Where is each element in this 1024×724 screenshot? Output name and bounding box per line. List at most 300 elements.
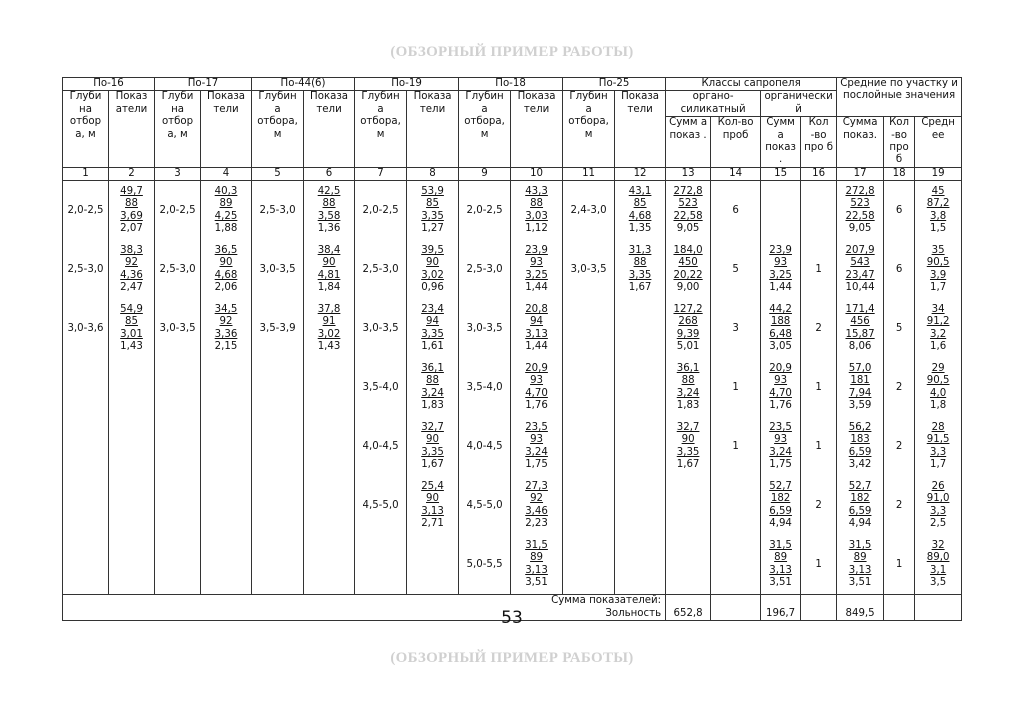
indicator-value: 4,81 [317,269,341,281]
indicator-value: 49,7 [120,185,143,197]
indicator-value: 32 [931,539,945,551]
indicator-value: 88 [322,198,336,210]
indicator-cell [761,181,801,241]
indicator-value: 2,07 [120,223,143,235]
indicator-cell [837,417,884,476]
depth-cell: 3,5-4,0 [459,358,511,417]
indicator-value: 3,24 [525,446,548,458]
page-number: 53 [501,608,523,628]
indicator-value: 88 [681,375,695,387]
indicator-value: 53,9 [421,185,444,197]
indicator-value: 3,35 [628,269,652,281]
indicator-value: 3,9 [929,269,947,281]
table-row [63,417,962,476]
indicator-value: 20,9 [525,362,548,374]
indicator-cell [915,476,962,535]
indicator-value: 3,3 [929,446,947,458]
indicator-value: 43,1 [628,185,652,197]
indicator-value: 450 [678,257,698,269]
indicator-value: 89 [530,552,544,564]
indicator-value: 9,39 [676,328,700,340]
indicator-value: 37,8 [317,303,341,315]
count-cell: 5 [711,240,761,299]
indicator-value: 272,8 [845,185,875,197]
indicator-value: 1,8 [929,400,947,412]
indicator-value: 1,35 [628,223,652,235]
header-row-sub [63,91,962,117]
indicator-value: 85 [426,198,440,210]
column-number: 2 [109,167,155,180]
indicator-value: 88 [125,198,138,210]
indicator-value: 3,51 [769,577,792,589]
depth-cell: 3,5-3,9 [252,299,304,358]
indicator-value: 1,5 [929,223,947,235]
indicator-value: 39,5 [421,244,444,256]
indicator-cell [615,535,666,595]
column-number: 7 [355,167,407,180]
indicator-value: 182 [850,493,870,505]
depth-cell: 3,0-3,5 [563,240,615,299]
indicator-value: 2,47 [120,282,143,294]
depth-cell: 3,5-4,0 [355,358,407,417]
depth-cell: 2,5-3,0 [63,240,109,299]
depth-cell [563,417,615,476]
count-header: Кол-во проб [711,117,761,168]
indicator-value: 91,5 [926,434,950,446]
indicator-value: 89 [219,198,233,210]
indicator-cell [837,358,884,417]
indicator-value: 183 [850,434,870,446]
indicator-cell [304,535,355,595]
indicator-value: 34,5 [214,303,238,315]
indicator-value: 1,67 [421,459,444,471]
indicator-value: 32,7 [676,421,700,433]
indicator-value: 22,58 [673,210,703,222]
indicator-value: 3,35 [421,446,444,458]
indicator-value: 6,59 [848,446,872,458]
indicator-value: 4,36 [120,269,143,281]
depth-cell [155,476,201,535]
indicator-value: 43,3 [525,185,548,197]
indicator-value: 3,13 [525,328,548,340]
indicator-value: 28 [931,421,945,433]
indicator-cell [666,240,711,299]
indicator-value: 35 [931,244,945,256]
count-cell: 2 [884,417,915,476]
indicator-cell [511,299,563,358]
indicator-cell [407,417,459,476]
depth-header: Глубин а отбора, м [563,91,615,167]
column-number: 1 [63,167,109,180]
indicator-value: 1,75 [769,459,792,471]
indicator-value: 3,5 [929,577,947,589]
indicator-value: 3,24 [676,387,700,399]
indicator-value: 22,58 [845,210,875,222]
indicator-cell [407,240,459,299]
depth-cell: 5,0-5,5 [459,535,511,595]
count-cell: 1 [801,358,837,417]
indicator-cell [109,240,155,299]
indicator-cell [511,181,563,241]
indicator-cell [407,181,459,241]
indicator-cell [615,181,666,241]
indicator-value: 31,3 [628,244,652,256]
indicator-cell [304,417,355,476]
column-number: 19 [915,167,962,180]
table-row [63,240,962,299]
count-cell: 3 [711,299,761,358]
table-row [63,535,962,595]
group-header: По-19 [355,78,459,91]
indicator-cell [615,417,666,476]
depth-cell [63,417,109,476]
indicator-cell [201,299,252,358]
indicator-cell [407,535,459,595]
indicator-value: 268 [678,316,698,328]
indicator-cell [201,358,252,417]
sum-header: Сумм а показ . [761,117,801,168]
indicator-value: 184,0 [673,244,703,256]
indicator-value: 3,13 [421,505,444,517]
indicator-value: 90 [426,493,440,505]
indicator-value: 91,2 [926,316,950,328]
depth-header: Глубин а отбора, м [459,91,511,167]
indicator-value: 3,8 [929,210,947,222]
indicators-header: Показа тели [407,91,459,167]
depth-cell [63,476,109,535]
indicator-value: 93 [530,434,544,446]
indicator-value: 3,03 [525,210,548,222]
classes-header: Классы сапропеля [666,78,837,91]
indicator-value: 1,83 [676,400,700,412]
depth-cell: 2,0-2,5 [63,181,109,241]
indicator-cell [109,476,155,535]
indicator-value: 3,51 [525,577,548,589]
count-cell: 1 [801,535,837,595]
indicator-value: 2,23 [525,518,548,530]
depth-cell: 3,0-3,5 [252,240,304,299]
indicator-value: 3,42 [848,459,872,471]
summary-sum-avg: 849,5 [837,595,884,621]
indicator-value: 2,71 [421,518,444,530]
group-header: По-44(6) [252,78,355,91]
table-body [63,181,962,595]
indicator-value: 1,76 [769,400,792,412]
indicator-cell [666,476,711,535]
group-header: По-17 [155,78,252,91]
indicator-cell [201,240,252,299]
depth-cell [252,476,304,535]
column-number: 11 [563,167,615,180]
count-cell [711,476,761,535]
indicator-cell [915,299,962,358]
indicator-value: 10,44 [845,282,875,294]
column-number: 13 [666,167,711,180]
indicator-value: 23,5 [769,421,792,433]
indicator-value: 31,5 [525,539,548,551]
column-number: 6 [304,167,355,180]
indicator-cell [761,535,801,595]
indicator-value: 90 [426,257,440,269]
indicator-value: 1,36 [317,223,341,235]
column-number: 10 [511,167,563,180]
indicator-value: 7,94 [848,387,872,399]
indicator-value: 2,15 [214,341,238,353]
indicator-value: 3,46 [525,505,548,517]
count-cell: 1 [884,535,915,595]
count-cell: 1 [711,358,761,417]
indicator-value: 171,4 [845,303,875,315]
indicator-value: 1,12 [525,223,548,235]
indicator-cell [511,476,563,535]
indicator-cell [666,535,711,595]
indicator-value: 272,8 [673,185,703,197]
indicator-value: 26 [931,480,945,492]
indicator-cell [109,181,155,241]
indicator-cell [837,240,884,299]
indicator-cell [761,476,801,535]
indicator-value: 543 [850,257,870,269]
indicator-cell [666,299,711,358]
indicator-value: 3,25 [525,269,548,281]
indicator-cell [109,417,155,476]
indicator-value: 9,00 [676,282,700,294]
indicator-cell [915,240,962,299]
indicator-value: 42,5 [317,185,341,197]
indicator-cell [109,299,155,358]
depth-cell: 2,0-2,5 [155,181,201,241]
depth-cell [563,535,615,595]
depth-cell [63,535,109,595]
column-number: 5 [252,167,304,180]
summary-label: Сумма показателей: Зольность [63,595,666,621]
indicator-value: 38,3 [120,244,143,256]
indicators-header: Показа тели [304,91,355,167]
indicator-cell [915,181,962,241]
indicator-value: 523 [678,198,698,210]
indicators-header: Показ атели [109,91,155,167]
indicator-value: 3,2 [929,328,947,340]
indicator-value: 8,06 [848,341,872,353]
column-number: 9 [459,167,511,180]
depth-cell: 2,5-3,0 [459,240,511,299]
indicator-value: 90 [681,434,695,446]
depth-cell: 3,0-3,5 [155,299,201,358]
depth-cell: 2,4-3,0 [563,181,615,241]
depth-header: Глубин а отбора, м [252,91,304,167]
indicator-value: 4,25 [214,210,238,222]
table-row [63,299,962,358]
indicator-value: 40,3 [214,185,238,197]
indicator-value: 89,0 [926,552,950,564]
indicator-value: 36,5 [214,244,238,256]
indicator-value: 3,35 [421,328,444,340]
depth-cell: 4,0-4,5 [459,417,511,476]
indicator-value: 0,96 [421,282,444,294]
indicator-value: 3,1 [929,564,947,576]
indicator-value: 88 [426,375,440,387]
indicator-value: 3,3 [929,505,947,517]
indicator-value: 1,83 [421,400,444,412]
indicator-value: 23,9 [525,244,548,256]
count-cell: 2 [884,358,915,417]
count-cell: 1 [801,417,837,476]
indicator-value: 92 [125,257,138,269]
indicator-value: 3,51 [848,577,872,589]
indicator-value: 523 [850,198,870,210]
depth-cell: 2,5-3,0 [155,240,201,299]
depth-cell: 2,0-2,5 [459,181,511,241]
indicator-value: 87,2 [926,198,950,210]
indicator-value: 29 [931,362,945,374]
summary-sum-org-sil: 652,8 [666,595,711,621]
indicator-value: 1,7 [929,282,947,294]
depth-cell [355,535,407,595]
indicator-value: 4,70 [769,387,792,399]
indicator-value: 1,76 [525,400,548,412]
indicator-value: 52,7 [848,480,872,492]
indicator-value: 4,70 [525,387,548,399]
indicator-value: 181 [850,375,870,387]
indicator-value: 1,84 [317,282,341,294]
indicator-value: 3,35 [421,210,444,222]
indicator-value: 32,7 [421,421,444,433]
indicator-value: 23,4 [421,303,444,315]
watermark-bottom: (ОБЗОРНЫЙ ПРИМЕР РАБОТЫ) [390,650,634,666]
indicator-cell [915,417,962,476]
count-cell: 2 [801,299,837,358]
indicator-value: 23,47 [845,269,875,281]
indicator-cell [761,240,801,299]
indicator-value: 1,43 [120,341,143,353]
indicator-value: 27,3 [525,480,548,492]
depth-cell [155,417,201,476]
indicator-value: 2,5 [929,518,947,530]
indicators-header: Показа тели [201,91,252,167]
indicator-value: 25,4 [421,480,444,492]
indicator-cell [511,535,563,595]
indicator-value: 56,2 [848,421,872,433]
indicator-value: 9,05 [848,223,872,235]
indicator-value: 9,05 [676,223,700,235]
table-row [63,476,962,535]
indicator-value: 6,48 [769,328,792,340]
depth-header: Глубин а отбора, м [355,91,407,167]
indicator-cell [761,417,801,476]
indicator-value: 4,94 [769,518,792,530]
count-cell: 1 [801,240,837,299]
indicator-cell [615,358,666,417]
indicator-value: 188 [770,316,791,328]
header-row-groups [63,78,962,91]
indicator-value: 1,75 [525,459,548,471]
count-cell: 2 [884,476,915,535]
column-number-row [63,167,962,180]
indicator-value: 89 [774,552,788,564]
indicator-value: 94 [530,316,544,328]
indicator-cell [201,417,252,476]
indicator-value: 92 [530,493,544,505]
indicator-value: 57,0 [848,362,872,374]
indicator-value: 2,06 [214,282,238,294]
indicator-value: 3,58 [317,210,341,222]
indicator-value: 1,44 [525,282,548,294]
indicator-cell [761,299,801,358]
class-org-sil-header: органо-силикатный [666,91,761,117]
indicator-cell [761,358,801,417]
indicator-value: 89 [853,552,867,564]
indicators-header: Показа тели [615,91,666,167]
indicator-value: 456 [850,316,870,328]
indicator-value: 92 [219,316,233,328]
indicator-value: 1,27 [421,223,444,235]
indicator-cell [837,535,884,595]
indicator-cell [407,476,459,535]
depth-cell [252,417,304,476]
indicator-value: 85 [125,316,138,328]
indicator-value: 3,05 [769,341,792,353]
indicator-cell [511,417,563,476]
indicator-value: 6,59 [848,505,872,517]
indicator-value: 3,02 [317,328,341,340]
depth-cell [155,358,201,417]
indicator-value: 90,5 [926,257,950,269]
sapropel-data-table [62,77,962,621]
indicator-value: 44,2 [769,303,792,315]
indicator-value: 3,24 [421,387,444,399]
indicator-value: 1,44 [769,282,792,294]
column-number: 15 [761,167,801,180]
count-cell: 2 [801,476,837,535]
indicator-value: 3,02 [421,269,444,281]
indicator-cell [915,535,962,595]
sum-header: Сумм а показ . [666,117,711,168]
indicator-value: 94 [426,316,440,328]
indicator-value: 91 [322,316,336,328]
indicator-cell [666,358,711,417]
indicator-cell [666,181,711,241]
column-number: 4 [201,167,252,180]
indicator-cell [915,358,962,417]
indicator-value: 182 [770,493,791,505]
indicator-value: 3,13 [525,564,548,576]
indicator-value: 93 [774,434,788,446]
group-header: По-18 [459,78,563,91]
depth-cell [252,358,304,417]
class-org-header: органически й [761,91,837,117]
depth-cell: 2,5-3,0 [355,240,407,299]
indicator-value: 1,7 [929,459,947,471]
count-cell: 6 [884,240,915,299]
indicator-value: 36,1 [421,362,444,374]
indicator-value: 90,5 [926,375,950,387]
indicator-value: 93 [774,257,788,269]
indicator-value: 93 [774,375,788,387]
depth-cell [252,535,304,595]
indicator-value: 4,68 [628,210,652,222]
group-header: По-16 [63,78,155,91]
indicator-value: 3,01 [120,328,143,340]
indicator-value: 3,69 [120,210,143,222]
indicator-value: 127,2 [673,303,703,315]
indicator-value: 3,25 [769,269,792,281]
group-header: По-25 [563,78,666,91]
indicator-value: 85 [633,198,647,210]
indicator-value: 1,61 [421,341,444,353]
indicator-value: 88 [633,257,647,269]
column-number: 17 [837,167,884,180]
depth-cell [563,476,615,535]
